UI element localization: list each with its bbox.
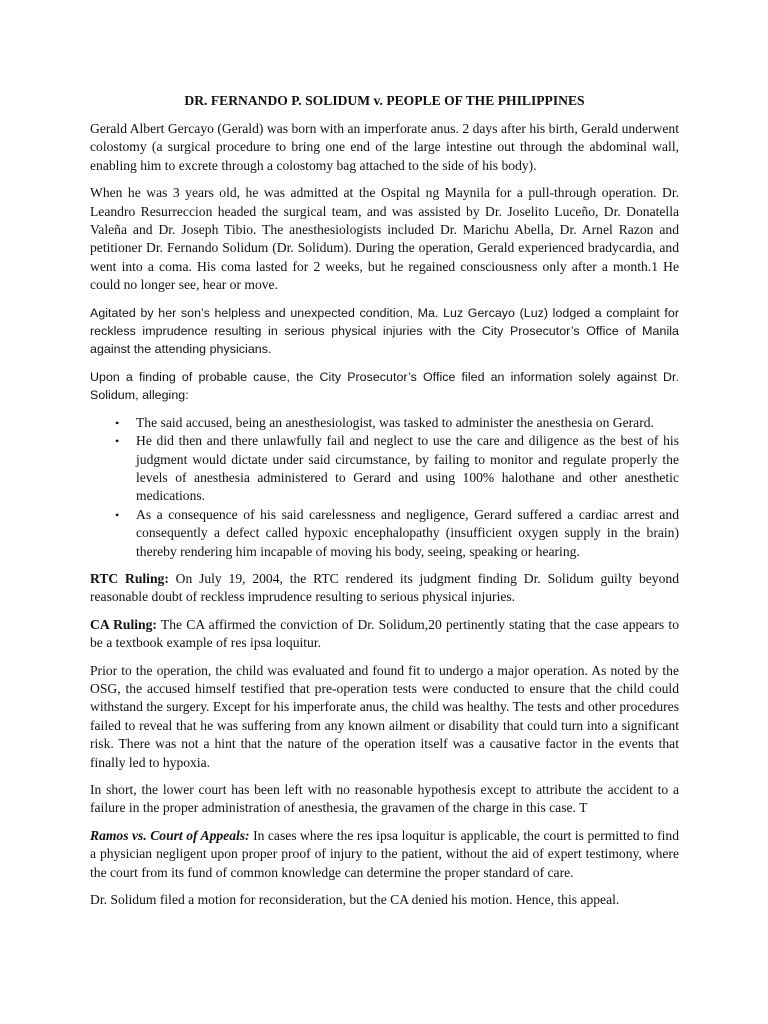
paragraph-complaint: Agitated by her son’s helpless and unexpected condition, Ma. Luz Gercayo (Luz) lodged a complaint for reckless imprudence resulting in serious physical injuries with the City Prosecutor’s Office of Manila against the attending physicians. — [90, 305, 679, 357]
document-page — [90, 92, 679, 918]
allegations-list — [90, 414, 679, 561]
paragraph-ca-ruling — [90, 616, 679, 653]
list-item — [115, 414, 679, 432]
paragraph-information: Upon a finding of probable cause, the City Prosecutor’s Office filed an information solely against Dr. Solidum, alleging: — [90, 369, 679, 403]
list-item-text: The said accused, being an anesthesiologist, was tasked to administer the anesthesia on Gerard. — [136, 414, 654, 430]
list-item-text: He did then and there unlawfully fail and neglect to use the care and diligence as the best of his judgment would dictate under said circumstance, by failing to monitor and regulate properly the levels of anesthesia administered to Gerard and using 100% halothane and other anesthetic medications. — [136, 433, 679, 504]
ca-ruling-label: CA Ruling: — [90, 616, 157, 632]
list-item-text: As a consequence of his said carelessness and negligence, Gerard suffered a cardiac arrest and consequently a defect called hypoxic encephalopathy (insufficient oxygen supply in the brain) thereby rendering him incapable of moving his body, seeing, speaking or hearing. — [136, 506, 679, 559]
bullet-icon: • — [115, 434, 120, 449]
paragraph-operation: When he was 3 years old, he was admitted at the Ospital ng Maynila for a pull-through operation. Dr. Leandro Resurreccion headed the surgical team, and was assisted by Dr. Joselito Luceño, Dr. Donatella Valeña and Dr. Joseph Tibio. The anesthesiologists included Dr. Marichu Abella, Dr. Arnel Razon and petitioner Dr. Fernando Solidum (Dr. Solidum). During the operation, Gerald experienced bradycardia, and went into a coma. His coma lasted for 2 weeks, but he regained consciousness only after a month.1 He could no longer see, hear or move. — [90, 185, 679, 293]
paragraph-hypothesis: In short, the lower court has been left with no reasonable hypothesis except to attribute the accident to a failure in the proper administration of anesthesia, the gravamen of the charge in this case. T — [90, 782, 679, 816]
paragraph-ramos — [90, 827, 679, 882]
paragraph-background: Gerald Albert Gercayo (Gerald) was born with an imperforate anus. 2 days after his birth, Gerald underwent colostomy (a surgical procedure to bring one end of the large intestine out through the abdominal wall, enabling him to excrete through a colostomy bag attached to the side of his body). — [90, 121, 679, 173]
rtc-ruling-label: RTC Ruling: — [90, 570, 169, 586]
ramos-text: In cases where the res ipsa loquitur is applicable, the court is permitted to find a physician negligent upon proper proof of injury to the patient, without the aid of expert testimony, where the court from its fund of common knowledge can determine the proper standard of care. — [90, 827, 679, 880]
paragraph-evaluation: Prior to the operation, the child was evaluated and found fit to undergo a major operation. As noted by the OSG, the accused himself testified that pre-operation tests were conducted to ensure that the child could withstand the surgery. Except for his imperforate anus, the child was healthy. The tests and other procedures failed to reveal that he was suffering from any known ailment or disability that could turn into a significant risk. There was not a hint that the nature of the operation itself was a causative factor in the events that finally led to hypoxia. — [90, 662, 679, 770]
bullet-icon: • — [115, 415, 120, 430]
list-item — [115, 506, 679, 561]
paragraph-appeal: Dr. Solidum filed a motion for reconsideration, but the CA denied his motion. Hence, this appeal. — [90, 892, 620, 908]
document-title: DR. FERNANDO P. SOLIDUM v. PEOPLE OF THE PHILIPPINES — [184, 93, 585, 108]
ca-ruling-text: The CA affirmed the conviction of Dr. Solidum,20 pertinently stating that the case appears to be a textbook example of res ipsa loquitur. — [90, 616, 679, 651]
rtc-ruling-text: On July 19, 2004, the RTC rendered its judgment finding Dr. Solidum guilty beyond reasonable doubt of reckless imprudence resulting to serious physical injuries. — [90, 570, 679, 605]
paragraph-rtc-ruling — [90, 570, 679, 607]
bullet-icon: • — [115, 507, 120, 522]
list-item — [115, 432, 679, 506]
ramos-label: Ramos vs. Court of Appeals: — [90, 827, 250, 843]
